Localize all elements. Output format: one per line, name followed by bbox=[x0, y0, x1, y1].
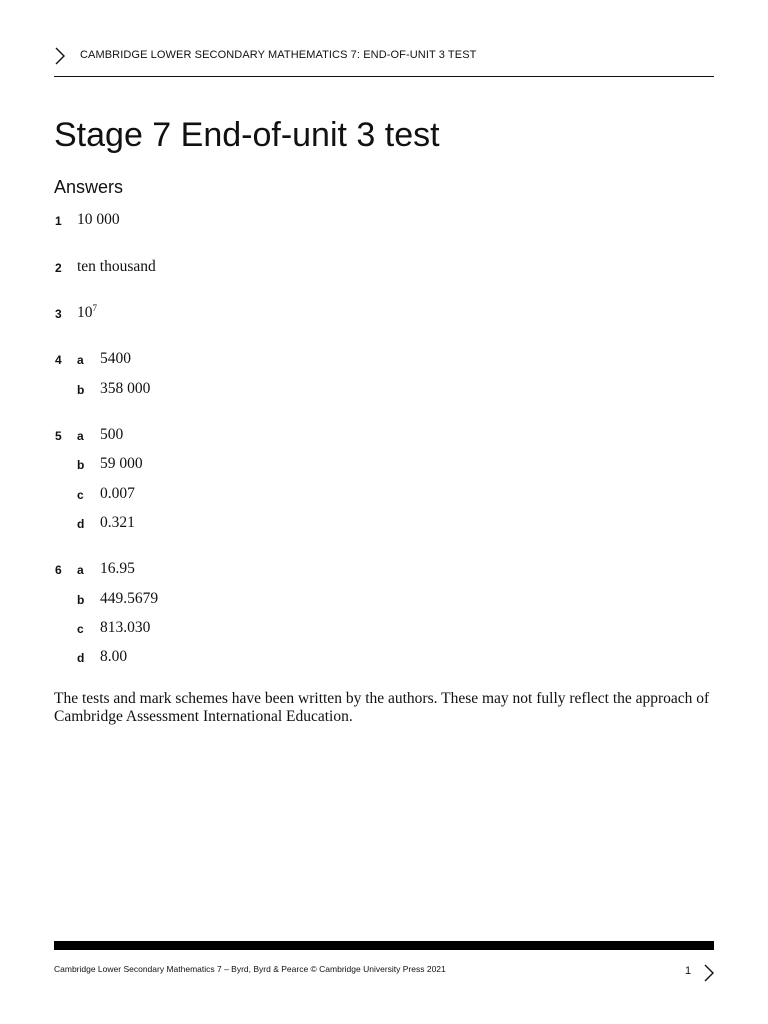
answer-value: 0.321 bbox=[100, 514, 135, 531]
answer-5a bbox=[0, 426, 768, 448]
footer-credit: Cambridge Lower Secondary Mathematics 7 – Byrd, Byrd & Pearce © Cambridge University Press 2021 bbox=[54, 964, 446, 974]
answer-value: 5400 bbox=[100, 350, 131, 367]
part-label: b bbox=[77, 383, 85, 397]
authorship-note: The tests and mark schemes have been written by the authors. These may not fully reflect the approach of Cambridge Assessment International Education. bbox=[54, 690, 710, 725]
answer-value: 16.95 bbox=[100, 560, 135, 577]
part-label: a bbox=[77, 563, 84, 577]
answer-value: 0.007 bbox=[100, 485, 135, 502]
answer-value: 358 000 bbox=[100, 380, 151, 397]
answer-value bbox=[77, 304, 97, 322]
chevron-right-icon bbox=[703, 963, 715, 983]
answer-2 bbox=[0, 258, 768, 280]
page-number: 1 bbox=[685, 965, 692, 977]
answer-value: 449.5679 bbox=[100, 590, 159, 607]
question-number: 5 bbox=[55, 429, 62, 443]
power-base: 10 bbox=[77, 304, 93, 321]
footer-bar bbox=[54, 941, 714, 950]
answer-3 bbox=[0, 304, 768, 326]
answer-6a bbox=[0, 560, 768, 582]
answer-value: 813.030 bbox=[100, 619, 151, 636]
answer-5b bbox=[0, 455, 768, 477]
running-header: CAMBRIDGE LOWER SECONDARY MATHEMATICS 7: END-OF-UNIT 3 TEST bbox=[80, 49, 477, 61]
section-heading: Answers bbox=[54, 177, 124, 197]
answer-value: 59 000 bbox=[100, 455, 143, 472]
page-title: Stage 7 End-of-unit 3 test bbox=[54, 116, 440, 154]
answer-6d bbox=[0, 648, 768, 670]
answer-value: 10 000 bbox=[77, 211, 120, 228]
power-exponent: 7 bbox=[92, 302, 97, 313]
answer-value: 500 bbox=[100, 426, 124, 443]
part-label: b bbox=[77, 458, 85, 472]
part-label: d bbox=[77, 651, 85, 665]
answer-value: 8.00 bbox=[100, 648, 128, 665]
question-number: 1 bbox=[55, 214, 62, 228]
question-number: 6 bbox=[55, 563, 62, 577]
header-divider bbox=[54, 76, 714, 77]
part-label: a bbox=[77, 429, 84, 443]
chevron-right-icon bbox=[54, 46, 66, 66]
answer-5c bbox=[0, 485, 768, 507]
question-number: 2 bbox=[55, 261, 62, 275]
part-label: d bbox=[77, 517, 85, 531]
answer-value: ten thousand bbox=[77, 258, 156, 275]
answer-4b bbox=[0, 380, 768, 402]
question-number: 4 bbox=[55, 353, 62, 367]
answer-6c bbox=[0, 619, 768, 641]
answer-6b bbox=[0, 590, 768, 612]
answer-5d bbox=[0, 514, 768, 536]
answer-1 bbox=[0, 211, 768, 233]
part-label: c bbox=[77, 622, 84, 636]
part-label: c bbox=[77, 488, 84, 502]
answer-4a bbox=[0, 350, 768, 372]
part-label: a bbox=[77, 353, 84, 367]
question-number: 3 bbox=[55, 307, 62, 321]
part-label: b bbox=[77, 593, 85, 607]
